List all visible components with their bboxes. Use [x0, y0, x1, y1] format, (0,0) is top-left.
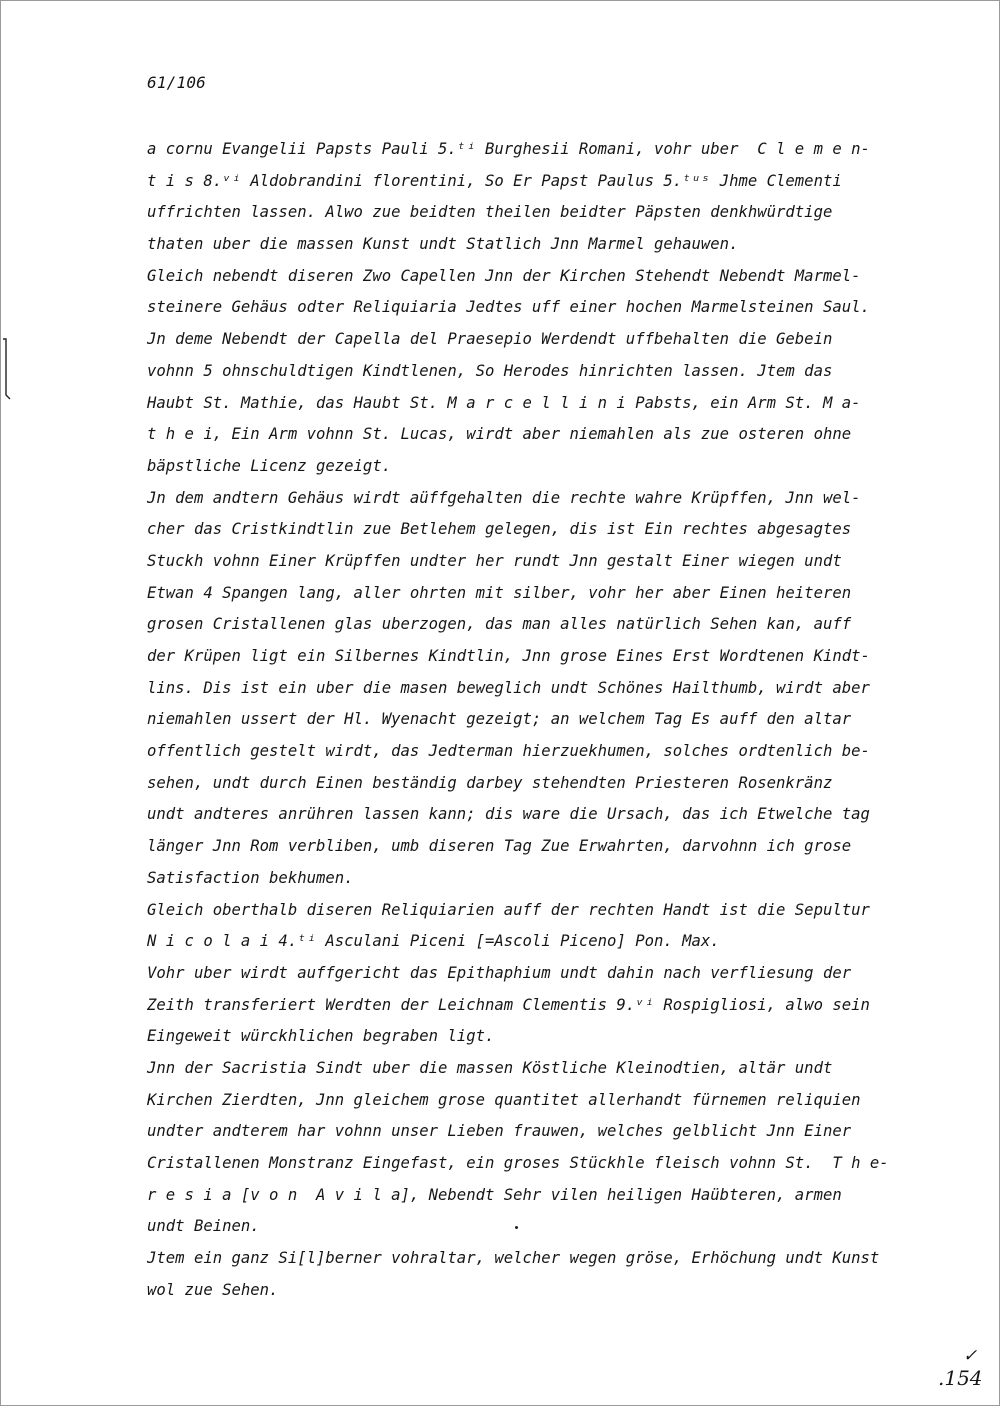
ink-dot: [515, 1226, 518, 1229]
text-line: Cristallenen Monstranz Eingefast, ein groses Stückhle fleisch vohnn St. T h e-: [147, 1154, 889, 1172]
text-line: r e s i a [v o n A v i l a], Nebendt Sehr vilen heiligen Haübteren, armen: [147, 1185, 842, 1204]
text-line: Gleich nebendt diseren Zwo Capellen Jnn der Kirchen Stehendt Nebendt Marmel-: [147, 266, 861, 285]
checkmark-icon: ✓: [963, 1346, 978, 1366]
text-line: offentlich gestelt wirdt, das Jedterman hierzuekhumen, solches ordtenlich be-: [147, 742, 870, 761]
text-line: lins. Dis ist ein uber die masen beweglich undt Schönes Hailthumb, wirdt aber: [147, 678, 870, 697]
text-line: Etwan 4 Spangen lang, aller ohrten mit silber, vohr her aber Einen heiteren: [147, 583, 852, 602]
text-line: Eingeweit würckhlichen begraben ligt.: [147, 1027, 495, 1046]
text-line: Zeith transferiert Werdten der Leichnam Clementis 9.ᵛⁱ Rospigliosi, alwo sein: [147, 995, 870, 1014]
text-line: Haubt St. Mathie, das Haubt St. M a r c e l l i n i Pabsts, ein Arm St. M a-: [147, 393, 861, 412]
text-line: Jn deme Nebendt der Capella del Praesepio Werdendt uffbehalten die Gebein: [147, 330, 833, 349]
text-line: Gleich oberthalb diseren Reliquiarien auff der rechten Handt ist die Sepultur: [147, 900, 870, 919]
text-line: länger Jnn Rom verbliben, umb diseren Tag Zue Erwahrten, darvohnn ich grose: [147, 837, 852, 856]
text-line: a cornu Evangelii Papsts Pauli 5.ᵗⁱ Burghesii Romani, vohr uber C l e m e n-: [147, 140, 870, 158]
stamp-number: .154: [938, 1366, 983, 1390]
text-line: wol zue Sehen.: [147, 1280, 279, 1299]
text-line: undt Beinen.: [147, 1217, 260, 1236]
text-line: Kirchen Zierdten, Jnn gleichem grose quantitet allerhandt fürnemen reliquien: [147, 1090, 861, 1109]
text-line: undt andteres anrühren lassen kann; dis ware die Ursach, das ich Etwelche tag: [147, 805, 870, 824]
text-line: sehen, undt durch Einen beständig darbey stehendten Priesteren Rosenkränz: [147, 773, 833, 792]
text-line: Stuckh vohnn Einer Krüpffen undter her rundt Jnn gestalt Einer wiegen undt: [147, 551, 842, 570]
text-line: thaten uber die massen Kunst undt Statlich Jnn Marmel gehauwen.: [147, 235, 739, 254]
page-number: 61/106: [147, 73, 206, 92]
text-line: t i s 8.ᵛⁱ Aldobrandini florentini, So Er Papst Paulus 5.ᵗᵘˢ Jhme Clementi: [147, 171, 842, 190]
archive-stamp: [930, 1346, 983, 1392]
text-line: steinere Gehäus odter Reliquiaria Jedtes uff einer hochen Marmelsteinen Saul.: [147, 298, 870, 317]
text-line: Vohr uber wirdt auffgericht das Epithaphium undt dahin nach verfliesung der: [147, 963, 852, 982]
text-line: Jn dem andtern Gehäus wirdt aüffgehalten die rechte wahre Krüpffen, Jnn wel-: [147, 488, 861, 507]
text-line: t h e i, Ein Arm vohnn St. Lucas, wirdt aber niemahlen als zue osteren ohne: [147, 425, 852, 444]
text-line: niemahlen ussert der Hl. Wyenacht gezeigt; an welchem Tag Es auff den altar: [147, 710, 852, 729]
text-line: der Krüpen ligt ein Silbernes Kindtlin, Jnn grose Eines Erst Wordtenen Kindt-: [147, 647, 870, 665]
text-line: Jtem ein ganz Si[l]berner vohraltar, welcher wegen gröse, Erhöchung undt Kunst: [147, 1249, 880, 1268]
text-line: bäpstliche Licenz gezeigt.: [147, 456, 392, 475]
margin-bracket-mark: [1, 338, 13, 400]
text-line: undter andterem har vohnn unser Lieben frauwen, welches gelblicht Jnn Einer: [147, 1122, 852, 1141]
text-line: Satisfaction bekhumen.: [147, 868, 354, 887]
text-line: grosen Cristallenen glas uberzogen, das man alles natürlich Sehen kan, auff: [147, 615, 852, 634]
document-text: [147, 134, 937, 1306]
text-line: N i c o l a i 4.ᵗⁱ Asculani Piceni [=Ascoli Piceno] Pon. Max.: [147, 932, 720, 951]
text-line: cher das Cristkindtlin zue Betlehem gelegen, dis ist Ein rechtes abgesagtes: [147, 520, 852, 539]
text-line: vohnn 5 ohnschuldtigen Kindtlenen, So Herodes hinrichten lassen. Jtem das: [147, 361, 833, 380]
text-line: uffrichten lassen. Alwo zue beidten theilen beidter Päpsten denkhwürdtige: [147, 203, 833, 222]
text-line: Jnn der Sacristia Sindt uber die massen Köstliche Kleinodtien, altär undt: [147, 1058, 833, 1077]
